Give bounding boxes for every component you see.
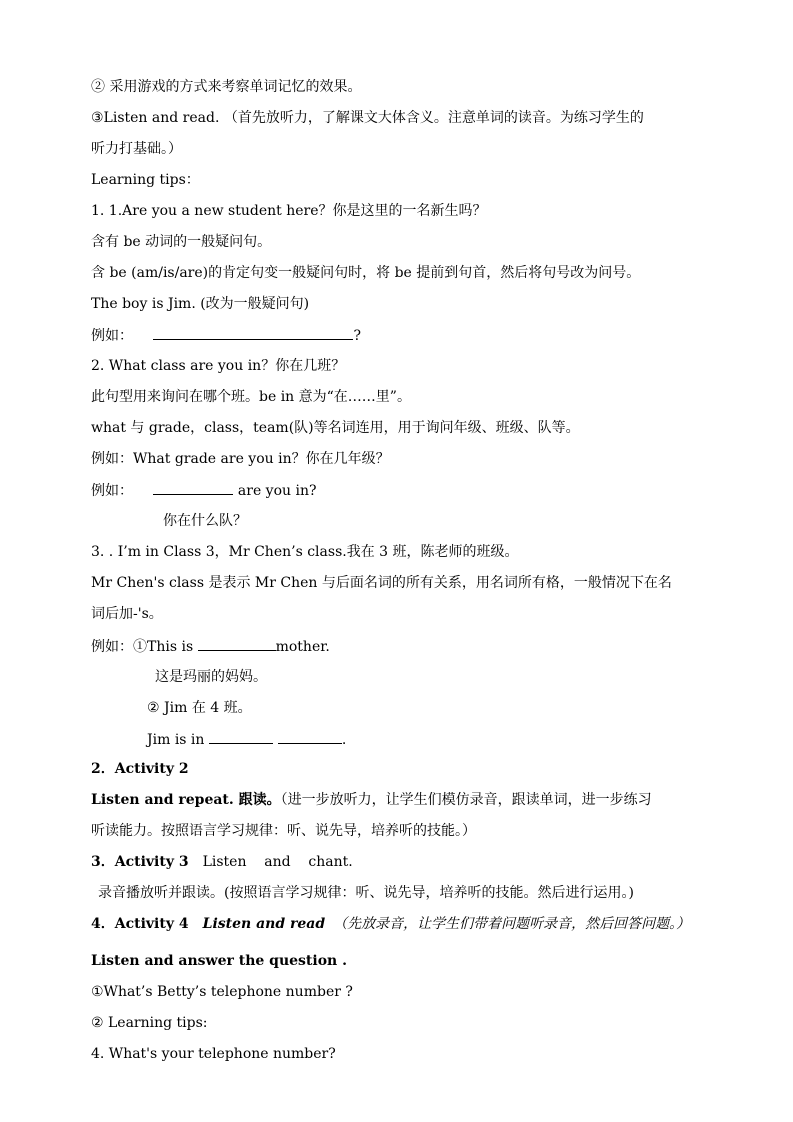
question-mark: ? bbox=[353, 328, 361, 344]
exercise-text: are you in? bbox=[233, 483, 317, 499]
step-3-continued: 听力打基础。） bbox=[91, 141, 182, 157]
tip-2-exercise bbox=[91, 480, 316, 501]
activity-2-note: （进一步放听力，让学生们模仿录音，跟读单词，进一步练习 bbox=[280, 792, 652, 808]
tip-2-example: 例如：What grade are you in？你在几年级？ bbox=[91, 451, 390, 467]
exercise-text: . bbox=[341, 732, 347, 748]
exercise-text: 例如：①This is bbox=[91, 639, 198, 655]
question-1: ①What’s Betty’s telephone number ? bbox=[91, 984, 353, 1000]
activity-4-heading bbox=[91, 914, 690, 934]
tip-3-exercise-1 bbox=[91, 636, 330, 657]
tip-3-exercise-1-translation: 这是玛丽的妈妈。 bbox=[155, 669, 267, 685]
activity-2-description bbox=[91, 790, 652, 810]
tip-3-sentence: 3. . I’m in Class 3，Mr Chen’s class.我在 3 班，陈老师的班级。 bbox=[91, 544, 519, 560]
tip-1-exercise: The boy is Jim. (改为一般疑问句) bbox=[91, 296, 310, 312]
answer-blank[interactable] bbox=[278, 729, 342, 744]
activity-2-note-cont: 听读能力。按照语言学习规律：听、说先导，培养听的技能。） bbox=[91, 823, 476, 839]
activity-4-label: 4．Activity 4 bbox=[91, 916, 189, 932]
step-3-listen-read: ③Listen and read. （首先放听力，了解课文大体含义。注意单词的读音。为练习学生的 bbox=[91, 110, 644, 126]
answer-blank[interactable] bbox=[153, 325, 353, 340]
tip-3-explanation-cont: 词后加-'s。 bbox=[91, 606, 163, 622]
activity-3-label: 3．Activity 3 bbox=[91, 854, 189, 870]
exercise-text: Jim is in bbox=[147, 732, 209, 748]
example-label: 例如： bbox=[91, 328, 133, 344]
step-2-games: ② 采用游戏的方式来考察单词记忆的效果。 bbox=[91, 79, 362, 95]
answer-blank[interactable] bbox=[198, 636, 276, 651]
activity-3-note: 录音播放听并跟读。(按照语言学习规律：听、说先导，培养听的技能。然后进行运用。) bbox=[98, 885, 634, 901]
activity-3-heading bbox=[91, 852, 353, 872]
tip-2-usage: what 与 grade，class，team(队)等名词连用，用于询问年级、班级、队等。 bbox=[91, 420, 580, 436]
learning-tips-heading: Learning tips： bbox=[91, 172, 200, 188]
tip-2-sentence: 2. What class are you in？你在几班？ bbox=[91, 358, 346, 374]
tip-1-sentence: 1. 1.Are you a new student here？你是这里的一名新生吗？ bbox=[91, 203, 487, 219]
activity-2-title: Listen and repeat. 跟读。 bbox=[91, 792, 281, 808]
learning-tips-2: ② Learning tips: bbox=[91, 1015, 208, 1031]
listen-answer-heading: Listen and answer the question . bbox=[91, 953, 347, 969]
answer-blank[interactable] bbox=[153, 480, 233, 495]
activity-4-title: Listen and read bbox=[202, 916, 326, 932]
example-label: 例如： bbox=[91, 483, 133, 499]
tip-2-explanation: 此句型用来询问在哪个班。be in 意为“在……里”。 bbox=[91, 389, 411, 405]
tip-1-rule: 含 be (am/is/are)的肯定句变一般疑问句时，将 be 提前到句首，然后将句号改为问号。 bbox=[91, 265, 641, 281]
activity-3-title: Listen and chant. bbox=[202, 854, 353, 870]
tip-3-explanation: Mr Chen's class 是表示 Mr Chen 与后面名词的所有关系，用名词所有格，一般情况下在名 bbox=[91, 575, 672, 591]
exercise-text: mother. bbox=[275, 639, 330, 655]
activity-4-note: （先放录音，让学生们带着问题听录音，然后回答问题。） bbox=[333, 916, 691, 932]
answer-blank[interactable] bbox=[209, 729, 273, 744]
tip-1-explanation: 含有 be 动词的一般疑问句。 bbox=[91, 234, 272, 250]
tip-4-sentence: 4. What's your telephone number? bbox=[91, 1046, 336, 1062]
tip-3-exercise-2-answer bbox=[147, 729, 346, 750]
activity-2-heading: 2．Activity 2 bbox=[91, 761, 189, 777]
tip-1-example bbox=[91, 325, 361, 346]
tip-3-exercise-2: ② Jim 在 4 班。 bbox=[147, 700, 252, 716]
tip-2-exercise-translation: 你在什么队？ bbox=[163, 513, 247, 529]
